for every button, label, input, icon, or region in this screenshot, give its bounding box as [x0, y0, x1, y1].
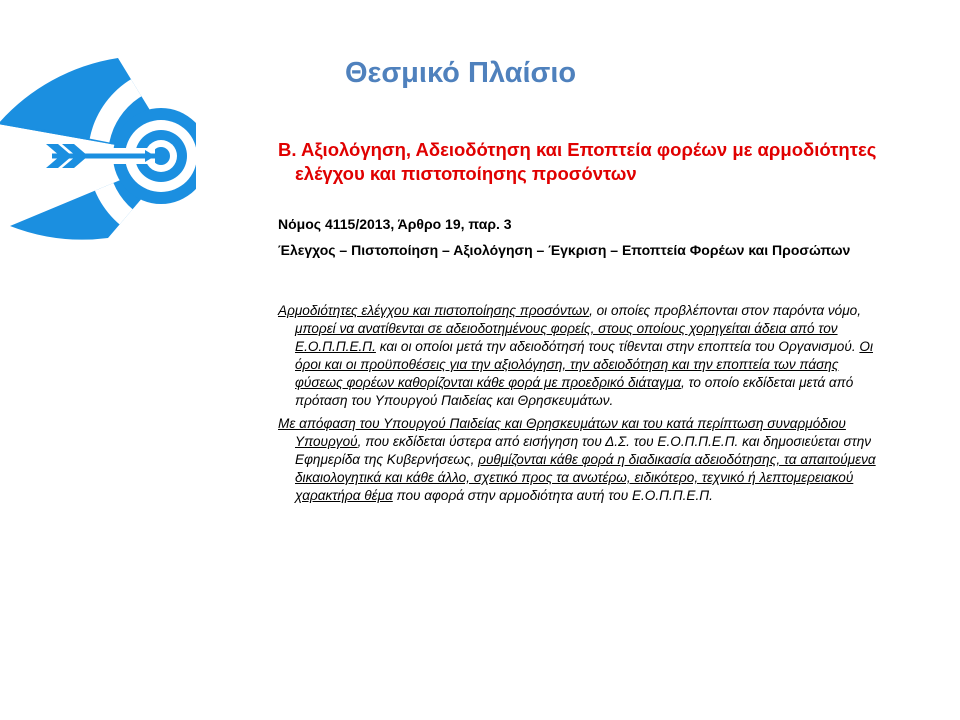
- p1-segment-6: , το οποίο εκδίδεται μετά από πρόταση του Υπουργού Παιδείας και Θρησκευμάτων.: [295, 375, 854, 408]
- p1-segment-3: μπορεί να ανατίθενται σε αδειοδοτημένους φορείς, στους οποίους χορηγείται άδεια από τον Ε.Ο.Π.Π.Ε.Π.: [295, 321, 838, 354]
- p1-segment-5: Οι όροι και οι προϋποθέσεις για την αξιολόγηση, την αδειοδότηση και την εποπτεία των πάσης φύσεως φορέων καθορίζονται κάθε φορά με προεδρικό διάταγμα: [295, 339, 873, 390]
- p1-segment-1: Αρμοδιότητες ελέγχου και πιστοποίησης προσόντων: [278, 303, 590, 318]
- p1-segment-2: , οι οποίες προβλέπονται στον παρόντα νόμο,: [589, 303, 862, 318]
- page-title: Θεσμικό Πλαίσιο: [345, 57, 577, 89]
- p1-segment-4: και οι οποίοι μετά την αδειοδότησή τους τίθενται στην εποπτεία του Οργανισμού.: [375, 339, 860, 354]
- paragraph-1: [278, 302, 878, 410]
- p2-segment-1: Με απόφαση του Υπουργού Παιδείας και Θρησκευμάτων και του κατά περίπτωση συναρμόδιου Υπουργού: [278, 416, 846, 449]
- law-block: [278, 215, 878, 260]
- p2-segment-4: που αφορά στην αρμοδιότητα αυτή του Ε.Ο.Π.Π.Ε.Π.: [392, 488, 713, 503]
- law-subtitle: Έλεγχος – Πιστοποίηση – Αξιολόγηση – Έγκριση – Εποπτεία Φορέων και Προσώπων: [278, 242, 851, 258]
- law-reference: Νόμος 4115/2013, Άρθρο 19, παρ. 3: [278, 216, 512, 232]
- section-heading: Β. Αξιολόγηση, Αδειοδότηση και Εποπτεία φορέων με αρμοδιότητες ελέγχου και πιστοποίησης προσόντων: [278, 139, 877, 184]
- paragraph-2: [278, 415, 878, 505]
- target-arrow-icon: [0, 56, 196, 252]
- body-text: [278, 302, 878, 510]
- p2-segment-3: ρυθμίζονται κάθε φορά η διαδικασία αδειοδότησης, τα απαιτούμενα δικαιολογητικά και κάθε άλλο, σχετικό προς τα ανωτέρω, ειδικότερο, τεχνικό ή λεπτομερειακού χαρακτήρα θέμα: [295, 452, 876, 503]
- p2-segment-2: , που εκδίδεται ύστερα από εισήγηση του Δ.Σ. του Ε.Ο.Π.Π.Ε.Π. και δημοσιεύεται στην Εφημερίδα της Κυβερνήσεως,: [295, 434, 872, 467]
